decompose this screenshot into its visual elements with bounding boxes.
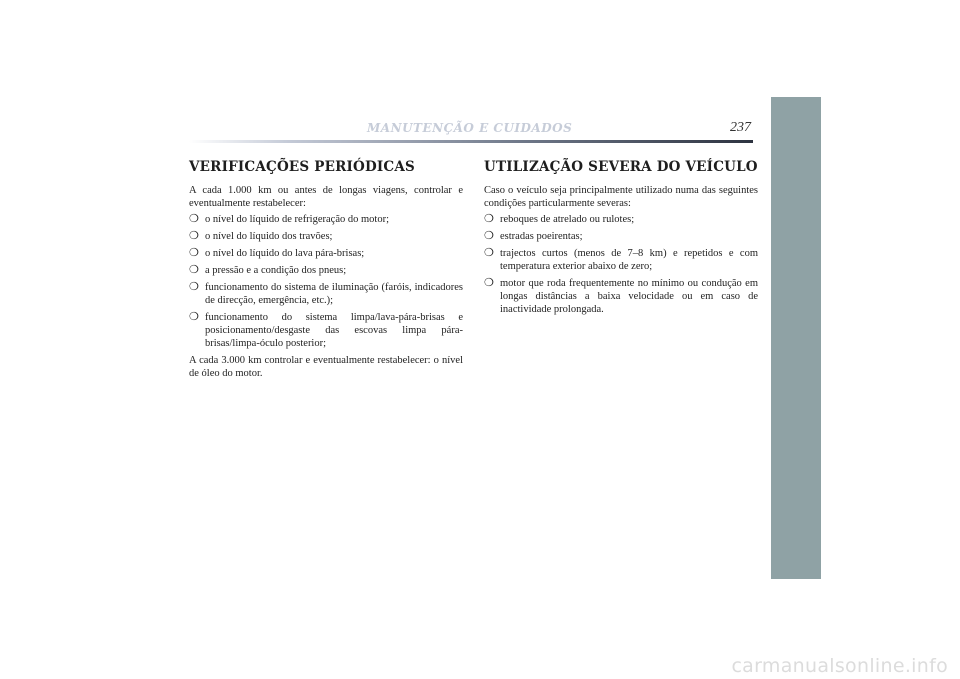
watermark-text: carmanualsonline.info bbox=[731, 655, 948, 677]
list-item: ❍ a pressão e a condição dos pneus; bbox=[189, 263, 347, 276]
list-item: ❍ o nível do líquido do lava pára-brisas; bbox=[189, 246, 365, 259]
circle-bullet-icon: ❍ bbox=[484, 276, 494, 289]
list-item: ❍ funcionamento do sistema de iluminação (faróis, indicadores de direcção, emergência, etc.); bbox=[189, 280, 463, 306]
severe-conditions-list bbox=[484, 213, 758, 316]
periodic-outro: A cada 3.000 km controlar e eventualmente restabelecer: o nível de óleo do motor. bbox=[189, 355, 463, 379]
circle-bullet-icon: ❍ bbox=[484, 212, 494, 225]
periodic-checks-list bbox=[189, 213, 463, 350]
circle-bullet-icon: ❍ bbox=[189, 212, 199, 225]
circle-bullet-icon: ❍ bbox=[189, 280, 199, 293]
list-item: ❍ trajectos curtos (menos de 7–8 km) e repetidos e com temperatura exterior abaixo de zero; bbox=[484, 246, 758, 272]
circle-bullet-icon: ❍ bbox=[189, 229, 199, 242]
list-item: ❍ motor que roda frequentemente no mínimo ou condução em longas distâncias a baixa velocidade ou em caso de inactividade prolongada. bbox=[484, 276, 758, 315]
list-item: ❍ reboques de atrelado ou rulotes; bbox=[484, 212, 635, 225]
circle-bullet-icon: ❍ bbox=[189, 310, 199, 323]
list-item: ❍ o nível do líquido de refrigeração do motor; bbox=[189, 212, 389, 225]
circle-bullet-icon: ❍ bbox=[189, 263, 199, 276]
list-item: ❍ estradas poeirentas; bbox=[484, 229, 583, 242]
section-title-severe-use: UTILIZAÇÃO SEVERA DO VEÍCULO bbox=[484, 159, 758, 175]
right-column bbox=[484, 161, 758, 320]
list-item: ❍ o nível do líquido dos travões; bbox=[189, 229, 333, 242]
circle-bullet-icon: ❍ bbox=[484, 246, 494, 259]
circle-bullet-icon: ❍ bbox=[189, 246, 199, 259]
left-column bbox=[189, 161, 463, 383]
list-item: ❍ funcionamento do sistema limpa/lava-pára-brisas e posicionamento/desgaste das escovas limpa pára-brisas/limpa-óculo posterior; bbox=[189, 310, 463, 349]
chapter-title: MANUTENÇÃO E CUIDADOS bbox=[367, 121, 573, 135]
section-sidebar-tab bbox=[771, 97, 821, 579]
page-number: 237 bbox=[730, 120, 751, 135]
circle-bullet-icon: ❍ bbox=[484, 229, 494, 242]
section-title-periodic-checks: VERIFICAÇÕES PERIÓDICAS bbox=[189, 159, 415, 175]
page-header bbox=[189, 121, 753, 147]
periodic-intro: A cada 1.000 km ou antes de longas viagens, controlar e eventualmente restabelecer: bbox=[189, 185, 463, 209]
severe-intro: Caso o veículo seja principalmente utilizado numa das seguintes condições particularmente severas: bbox=[484, 185, 758, 209]
header-rule bbox=[189, 140, 753, 143]
